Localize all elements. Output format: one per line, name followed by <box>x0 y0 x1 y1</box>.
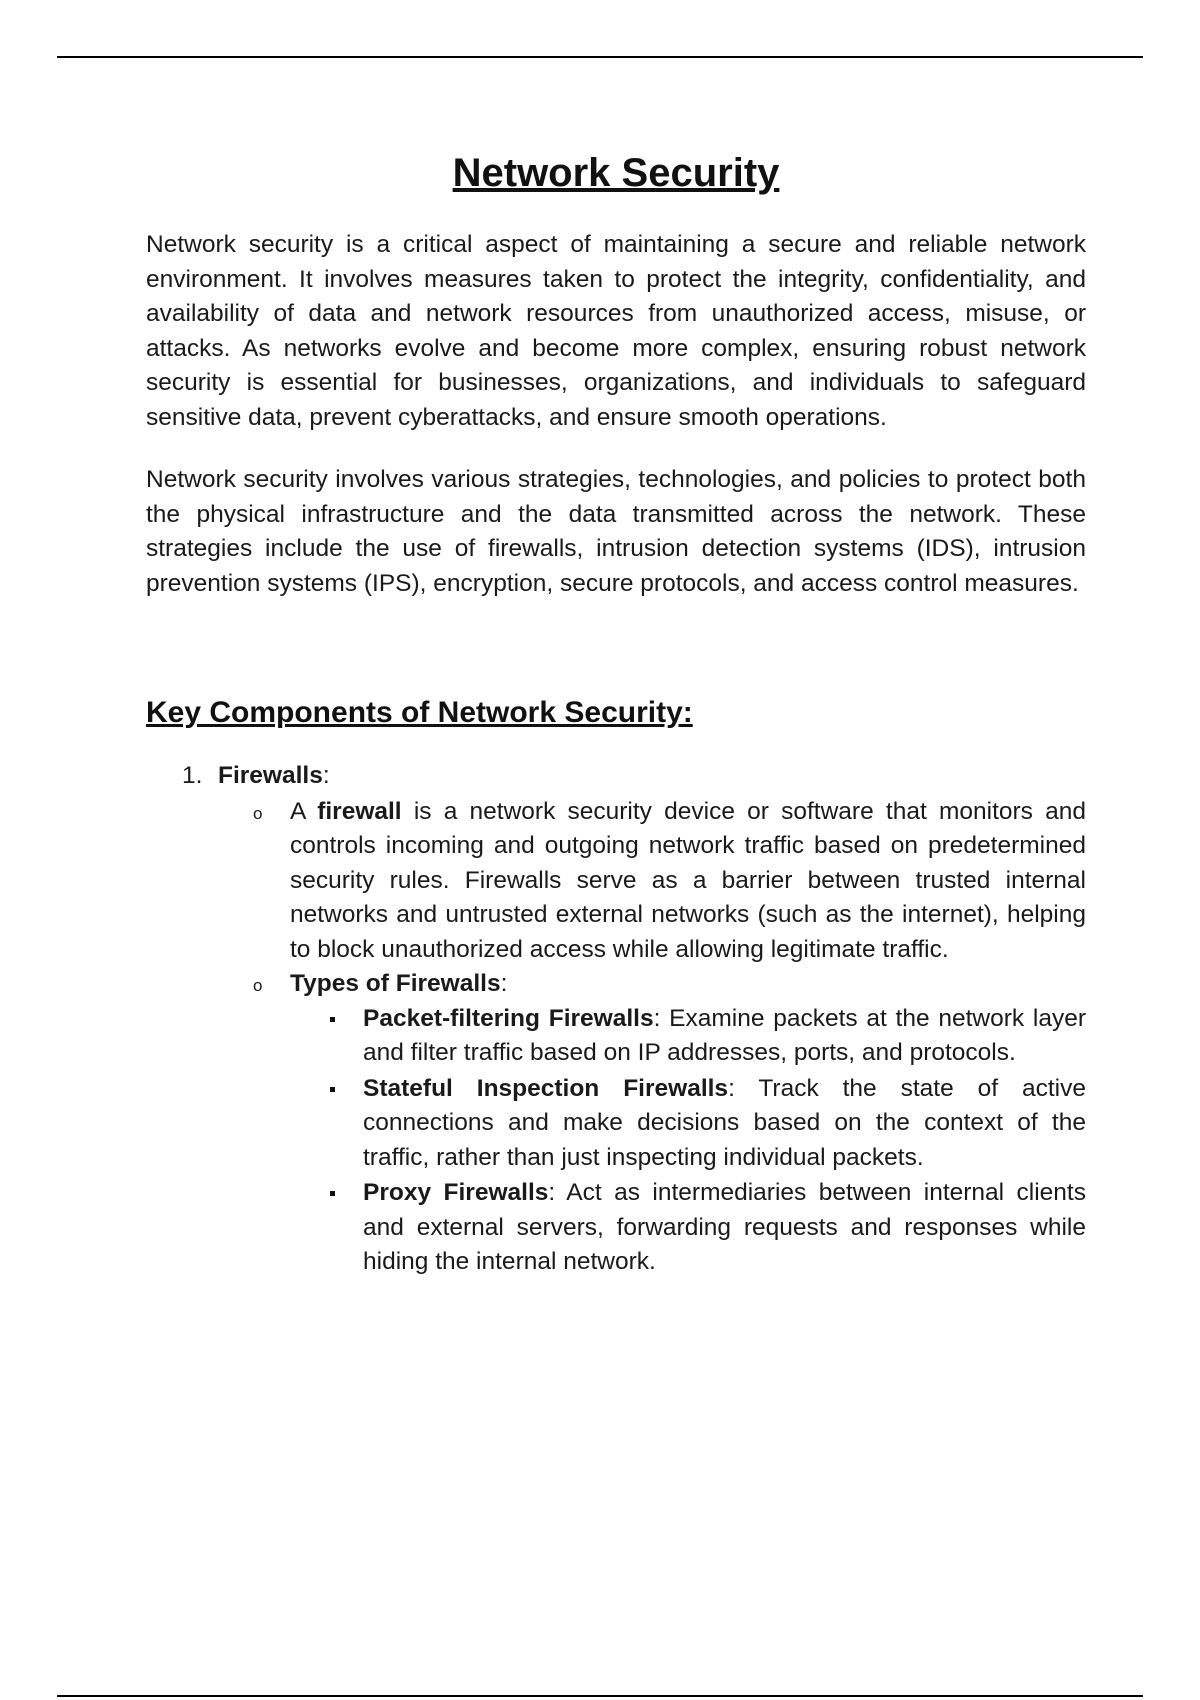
firewall-type-desc: : Examine packets at the network layer and filter traffic based on IP addresses, ports, and protocols. <box>363 1004 1086 1066</box>
firewall-definition: is a network security device or software that monitors and controls incoming and outgoing network traffic based on predetermined security rules. Firewalls serve as a barrier between trusted internal networks and untrusted external networks (such as the internet), helping to block unauthorized access while allowing legitimate traffic. <box>290 797 1086 963</box>
firewall-sub-list <box>218 795 1086 1280</box>
circle-bullet-icon: o <box>253 803 263 823</box>
firewall-type-desc: : Act as intermediaries between internal clients and external servers, forwarding requests and responses while hiding the internal network. <box>363 1179 1086 1275</box>
list-item-firewalls <box>146 759 1086 1280</box>
firewall-type-item <box>363 1072 1086 1176</box>
circle-bullet-icon: o <box>253 976 263 995</box>
list-number: 1. <box>182 762 203 789</box>
firewall-def-prefix: A <box>290 797 318 825</box>
section-heading: Key Components of Network Security: <box>146 696 693 729</box>
firewall-type-desc: : Track the state of active connections and make decisions based on the context of the traffic, rather than just inspecting individual packets. <box>363 1074 1086 1171</box>
types-heading-suffix: : <box>500 970 508 997</box>
firewall-type-name: Packet-filtering Firewalls <box>363 1004 654 1032</box>
intro-paragraph: Network security is a critical aspect of maintaining a secure and reliable network environment. It involves measures taken to protect the integrity, confidentiality, and availability of data and network resources from unauthorized access, misuse, or attacks. As networks evolve and become more complex, ensuring robust network security is essential for businesses, organizations, and individuals to safeguard sensitive data, prevent cyberattacks, and ensure smooth operations. <box>146 231 1086 431</box>
square-bullet-icon <box>330 1087 335 1092</box>
firewall-type-name: Proxy Firewalls <box>363 1179 549 1206</box>
types-heading: Types of Firewalls <box>290 970 501 997</box>
list-item-label-suffix: : <box>322 762 330 789</box>
document-body <box>146 148 1086 1281</box>
sub-list-item <box>253 795 1086 968</box>
footer-rule <box>57 1695 1143 1697</box>
header-rule <box>57 56 1143 58</box>
strategies-paragraph: Network security involves various strategies, technologies, and policies to protect both the physical infrastructure and the data transmitted across the network. These strategies include the use of firewalls, intrusion detection systems (IDS), intrusion prevention systems (IPS), encryption, secure protocols, and access control measures. <box>146 466 1086 597</box>
firewall-type-item <box>363 1176 1086 1280</box>
firewall-type-item <box>363 1002 1086 1071</box>
firewall-type-name: Stateful Inspection Firewalls <box>363 1074 729 1102</box>
firewall-types-list <box>290 1002 1086 1280</box>
firewall-term: firewall <box>317 797 402 825</box>
square-bullet-icon <box>330 1017 335 1022</box>
list-item-label: Firewalls <box>218 762 323 789</box>
document-title: Network Security <box>452 151 780 195</box>
square-bullet-icon <box>330 1191 335 1196</box>
sub-list-item <box>253 967 1086 1280</box>
